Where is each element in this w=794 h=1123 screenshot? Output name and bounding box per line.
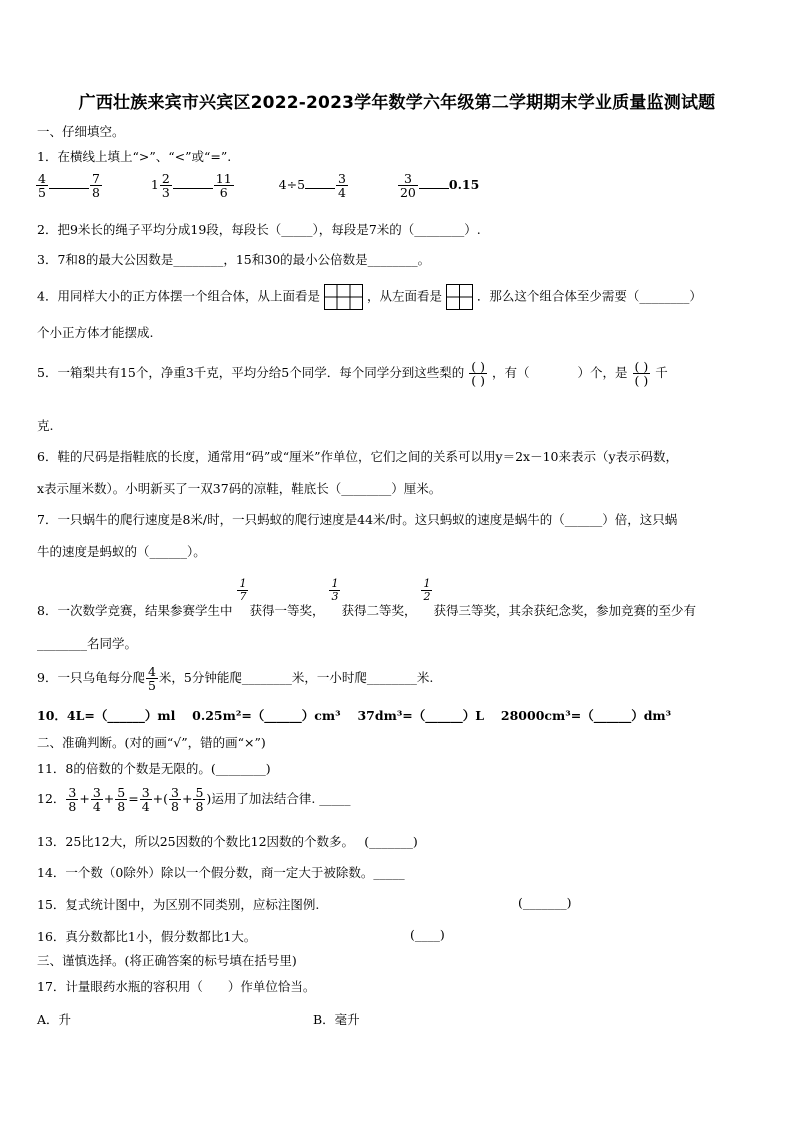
division-expression: 4÷5 [278,177,306,193]
question-8: 8．一次数学竞赛，结果参赛学生中 $\frac{1}{7}$ 获得一等奖， $\frac{1}{3}$ 获得二等奖， $\frac{1}{2}$ 获得三等奖，其余获纪念奖，参加竞赛的至少有 [37,577,696,618]
question-11: 11．8的倍数的个数是无限的。(________) [37,761,271,776]
question-16-answer[interactable]: (____) [410,927,445,942]
question-15-answer[interactable]: (_______) [518,895,572,910]
fraction: $\frac{4}{5}$ [147,664,156,694]
question-2: 2．把9米长的绳子平均分成19段，每段长（_____），每段是7米的（________）. [37,222,481,237]
fraction: $\frac{1}{7}$ [239,577,247,603]
answer-blank[interactable] [49,188,89,189]
question-17: 17．计量眼药水瓶的容积用（ ）作单位恰当。 [37,979,316,994]
page-title: 广西壮族来宾市兴宾区2022-2023学年数学六年级第二学期期末学业质量监测试题 [78,93,716,113]
option-b[interactable]: B．毫升 [313,1012,360,1027]
left-view-grid-icon [446,284,473,310]
question-7: 7．一只蜗牛的爬行速度是8米/时，一只蚂蚁的爬行速度是44米/时。这只蚂蚁的速度是蜗牛的（______）倍，这只蜗 [37,512,678,527]
fraction: $\frac{11}{6}$ [215,171,232,201]
question-5-continued: 克. [37,418,54,433]
question-16: 16．真分数都比1小，假分数都比1大。 [37,929,257,944]
answer-blank[interactable] [419,188,449,189]
decimal-value: 0.15 [448,177,480,193]
question-9: 9．一只乌龟每分爬 $\frac{4}{5}$ 米，5分钟能爬________米，一小时爬________米. [37,664,434,694]
option-a[interactable]: A．升 [37,1012,72,1027]
question-1: 1．在横线上填上“>”、“<”或“=”. [37,149,232,164]
question-7-continued: 牛的速度是蚂蚁的（______）。 [37,544,206,559]
answer-blank[interactable] [173,188,213,189]
question-14: 14．一个数（0除外）除以一个假分数，商一定大于被除数。_____ [37,865,405,880]
mixed-number-whole: 1 [150,177,159,193]
fraction: $\frac{5}{8}$ [117,785,126,815]
question-1-comparisons [35,172,479,199]
question-3: 3．7和8的最大公因数是________，15和30的最小公倍数是________。 [37,252,431,267]
question-15: 15．复式统计图中，为区别不同类别，应标注图例. [37,897,320,912]
question-4-continued: 个小正方体才能摆成. [37,325,154,340]
fraction: $\frac{3}{4}$ [141,785,150,815]
blank-fraction[interactable]: $\frac{( )}{( )}$ [471,359,485,389]
question-8-continued: ________名同学。 [37,636,138,651]
question-4: 4．用同样大小的正方体摆一个组合体，从上面看是 ，从左面看是 ．那么这个组合体至少需要（________） [37,284,702,310]
section-2-heading: 二、准确判断。(对的画“√”，错的画“×”) [37,735,266,750]
fraction: $\frac{1}{3}$ [331,577,339,603]
fraction: $\frac{4}{5}$ [38,171,46,201]
question-10: 10．4L=（______）ml 0.25m²=（______）cm³ 37dm³=（______）L 28000cm³=（______）dm³ [37,708,672,723]
section-3-heading: 三、谨慎选择。(将正确答案的标号填在括号里) [37,953,297,968]
fraction: $\frac{3}{8}$ [171,785,179,815]
question-6: 6．鞋的尺码是指鞋底的长度，通常用“码”或“厘米”作单位，它们之间的关系可以用y＝2x－10来表示（y表示码数， [37,449,679,464]
question-5: 5．一箱梨共有15个，净重3千克，平均分给5个同学．每个同学分到这些梨的 $\frac{( )}{( )}$ ，有（ ）个，是 $\frac{( )}{( )}$ 千 [37,359,668,389]
fraction: $\frac{3}{4}$ [92,785,101,815]
fraction: $\frac{3}{8}$ [68,785,77,815]
fraction: $\frac{7}{8}$ [91,171,100,201]
question-13: 13．25比12大，所以25因数的个数比12因数的个数多。 (_______) [37,834,418,849]
question-6-continued: x表示厘米数）。小明新买了一双37码的凉鞋，鞋底长（________）厘米。 [37,481,442,496]
fraction: $\frac{1}{2}$ [423,577,431,603]
fraction: $\frac{5}{8}$ [195,785,204,815]
question-12: 12． $\frac{3}{8}$ + $\frac{3}{4}$ + $\frac{5}{8}$ = $\frac{3}{4}$ +( $\frac{3}{8}$ + $\frac{5}{8}$ )运用了加法结合律. _____ [37,785,351,815]
blank-fraction[interactable]: $\frac{( )}{( )}$ [634,359,649,389]
answer-blank[interactable] [305,188,335,189]
top-view-grid-icon [324,284,363,310]
section-1-heading: 一、仔细填空。 [37,124,125,139]
fraction: $\frac{3}{20}$ [399,171,416,201]
fraction: $\frac{3}{4}$ [338,171,346,201]
fraction: $\frac{2}{3}$ [161,171,170,201]
